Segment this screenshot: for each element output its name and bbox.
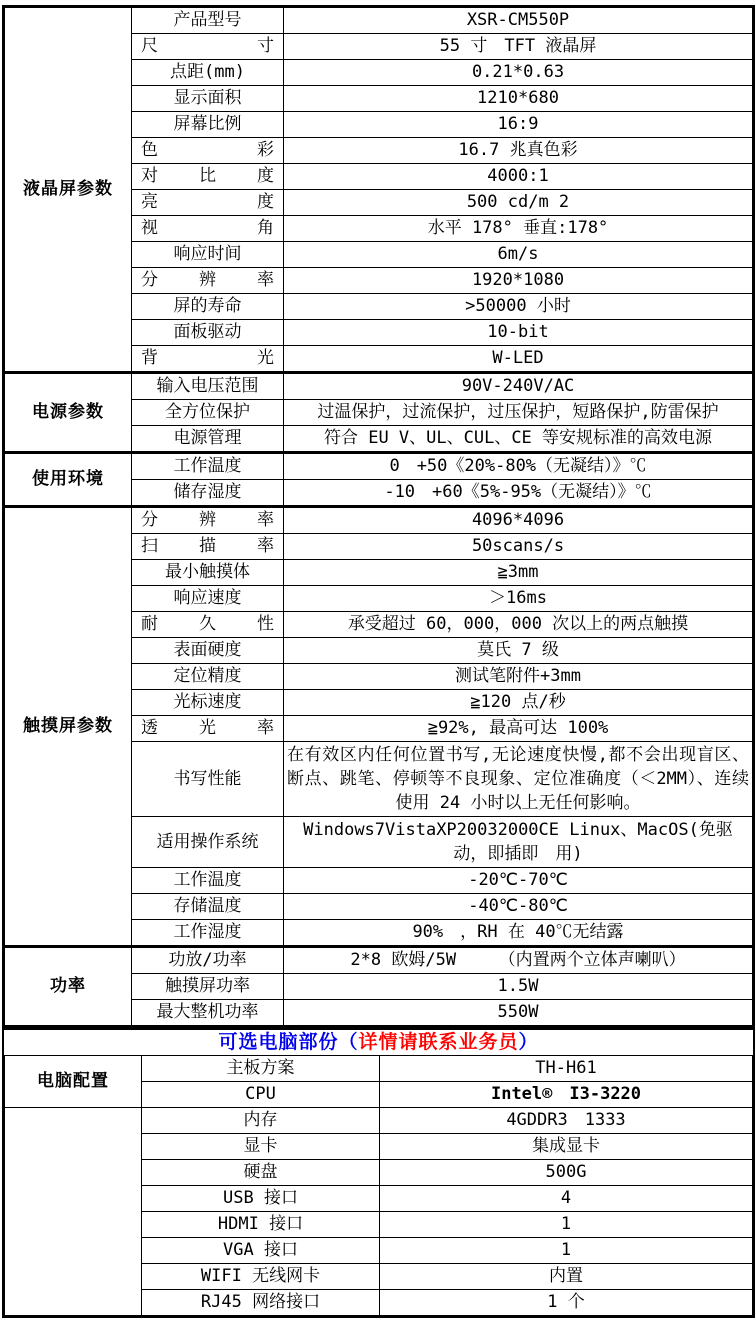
param-value-cell: 在有效区内任何位置书写,无论速度快慢,都不会出现盲区、断点、跳笔、停顿等不良现象、定位准确度（＜2MM）、连续使用 24 小时以上无任何影响。 (284, 742, 753, 817)
main-spec-table-body (5, 8, 753, 1026)
param-label-cell: 触摸屏功率 (132, 974, 284, 1000)
param-label-cell: 色彩 (132, 138, 284, 164)
param-label-cell: 显卡 (142, 1134, 380, 1160)
category-cell: 液晶屏参数 (5, 8, 132, 373)
param-value-cell: 2*8 欧姆/5W （内置两个立体声喇叭） (284, 947, 753, 974)
param-label-cell: 最小触摸体 (132, 560, 284, 586)
param-label-cell: 适用操作系统 (132, 817, 284, 868)
param-value-cell: XSR-CM550P (284, 8, 753, 34)
param-value-cell: 1 个 (380, 1290, 753, 1316)
param-label-cell: 响应速度 (132, 586, 284, 612)
param-value-cell: Intel® I3-3220 (380, 1082, 753, 1108)
category-cell: 触摸屏参数 (5, 507, 132, 947)
param-value-cell: -10 +60《5%-95%（无凝结）》℃ (284, 480, 753, 507)
param-label-cell: 书写性能 (132, 742, 284, 817)
param-value-cell: 4000:1 (284, 164, 753, 190)
param-value-cell: -40℃-80℃ (284, 894, 753, 920)
category-cell: 功率 (5, 947, 132, 1026)
param-value-cell: 16:9 (284, 112, 753, 138)
param-label-cell: USB 接口 (142, 1186, 380, 1212)
param-label-cell: CPU (142, 1082, 380, 1108)
param-value-cell: ≧120 点/秒 (284, 690, 753, 716)
param-value-cell: 0.21*0.63 (284, 60, 753, 86)
pc-config-table (4, 1055, 753, 1316)
param-value-cell: 55 寸 TFT 液晶屏 (284, 34, 753, 60)
param-value-cell: 10-bit (284, 320, 753, 346)
param-label-cell: 亮度 (132, 190, 284, 216)
param-label-cell: 电源管理 (132, 426, 284, 453)
param-value-cell: 水平 178° 垂直:178° (284, 216, 753, 242)
param-label-cell: 定位精度 (132, 664, 284, 690)
param-value-cell: 6m/s (284, 242, 753, 268)
param-label-cell: 透光率 (132, 716, 284, 742)
param-label-cell: 硬盘 (142, 1160, 380, 1186)
param-label-cell: 响应时间 (132, 242, 284, 268)
param-value-cell: 1 (380, 1212, 753, 1238)
param-value-cell: ≧92%, 最高可达 100% (284, 716, 753, 742)
optional-pc-header-text: 详情请联系业务员 (358, 1031, 519, 1053)
param-value-cell: 500G (380, 1160, 753, 1186)
param-label-cell: 最大整机功率 (132, 1000, 284, 1026)
param-label-cell: WIFI 无线网卡 (142, 1264, 380, 1290)
param-value-cell: 16.7 兆真色彩 (284, 138, 753, 164)
param-label-cell: 屏幕比例 (132, 112, 284, 138)
pc-config-table-body (5, 1056, 753, 1316)
param-label-cell: 显示面积 (132, 86, 284, 112)
param-value-cell: 符合 EU V、UL、CUL、CE 等安规标准的高效电源 (284, 426, 753, 453)
table-row (5, 1108, 753, 1134)
param-label-cell: 产品型号 (132, 8, 284, 34)
param-label-cell: HDMI 接口 (142, 1212, 380, 1238)
param-label-cell: 分辨率 (132, 507, 284, 534)
param-label-cell: 主板方案 (142, 1056, 380, 1082)
optional-pc-header-text: ） (518, 1031, 539, 1053)
param-label-cell: 功放/功率 (132, 947, 284, 974)
param-label-cell: 点距(mm) (132, 60, 284, 86)
param-label-cell: 内存 (142, 1108, 380, 1134)
param-label-cell: 屏的寿命 (132, 294, 284, 320)
table-row (5, 8, 753, 34)
category-cell (5, 1108, 142, 1316)
param-label-cell: 工作湿度 (132, 920, 284, 947)
param-value-cell: -20℃-70℃ (284, 868, 753, 894)
param-value-cell: TH-H61 (380, 1056, 753, 1082)
param-label-cell: 光标速度 (132, 690, 284, 716)
param-label-cell: 尺寸 (132, 34, 284, 60)
param-label-cell: 工作温度 (132, 453, 284, 480)
param-value-cell: 过温保护，过流保护，过压保护，短路保护,防雷保护 (284, 400, 753, 426)
param-value-cell: 1210*680 (284, 86, 753, 112)
param-label-cell: 全方位保护 (132, 400, 284, 426)
param-value-cell: 500 cd/m 2 (284, 190, 753, 216)
param-label-cell: 存储温度 (132, 894, 284, 920)
table-row (5, 947, 753, 974)
param-label-cell: 表面硬度 (132, 638, 284, 664)
table-row (5, 453, 753, 480)
param-value-cell: 0 +50《20%-80%（无凝结）》℃ (284, 453, 753, 480)
param-label-cell: 储存湿度 (132, 480, 284, 507)
table-row (5, 507, 753, 534)
param-value-cell: 4 (380, 1186, 753, 1212)
main-spec-table (4, 7, 753, 1026)
param-value-cell: 1.5W (284, 974, 753, 1000)
table-row (5, 373, 753, 400)
param-value-cell: Windows7VistaXP20032000CE Linux、MacOS(免驱动，即插即 用) (284, 817, 753, 868)
param-value-cell: 50scans/s (284, 534, 753, 560)
optional-pc-header-text: 可选电脑部份（ (218, 1031, 359, 1053)
param-value-cell: ＞16ms (284, 586, 753, 612)
param-label-cell: 工作温度 (132, 868, 284, 894)
param-value-cell: 内置 (380, 1264, 753, 1290)
spec-table-container (2, 5, 755, 1318)
param-value-cell: 550W (284, 1000, 753, 1026)
param-value-cell: 90V-240V/AC (284, 373, 753, 400)
param-value-cell: 1 (380, 1238, 753, 1264)
param-label-cell: 背光 (132, 346, 284, 373)
param-label-cell: RJ45 网络接口 (142, 1290, 380, 1316)
table-row (5, 1056, 753, 1082)
category-cell: 使用环境 (5, 453, 132, 507)
param-value-cell: W-LED (284, 346, 753, 373)
param-label-cell: 耐久性 (132, 612, 284, 638)
param-label-cell: 视角 (132, 216, 284, 242)
param-value-cell: 莫氏 7 级 (284, 638, 753, 664)
param-value-cell: 90% ，RH 在 40℃无结露 (284, 920, 753, 947)
param-label-cell: 面板驱动 (132, 320, 284, 346)
param-label-cell: VGA 接口 (142, 1238, 380, 1264)
param-label-cell: 扫描率 (132, 534, 284, 560)
param-value-cell: >50000 小时 (284, 294, 753, 320)
param-value-cell: 承受超过 60，000，000 次以上的两点触摸 (284, 612, 753, 638)
param-value-cell: 4096*4096 (284, 507, 753, 534)
param-label-cell: 对比度 (132, 164, 284, 190)
param-value-cell: 4GDDR3 1333 (380, 1108, 753, 1134)
param-label-cell: 输入电压范围 (132, 373, 284, 400)
param-value-cell: 集成显卡 (380, 1134, 753, 1160)
category-cell: 电脑配置 (5, 1056, 142, 1108)
category-cell: 电源参数 (5, 373, 132, 453)
param-label-cell: 分辨率 (132, 268, 284, 294)
param-value-cell: 测试笔附件+3mm (284, 664, 753, 690)
param-value-cell: 1920*1080 (284, 268, 753, 294)
optional-pc-section-header (4, 1026, 753, 1055)
param-value-cell: ≧3mm (284, 560, 753, 586)
